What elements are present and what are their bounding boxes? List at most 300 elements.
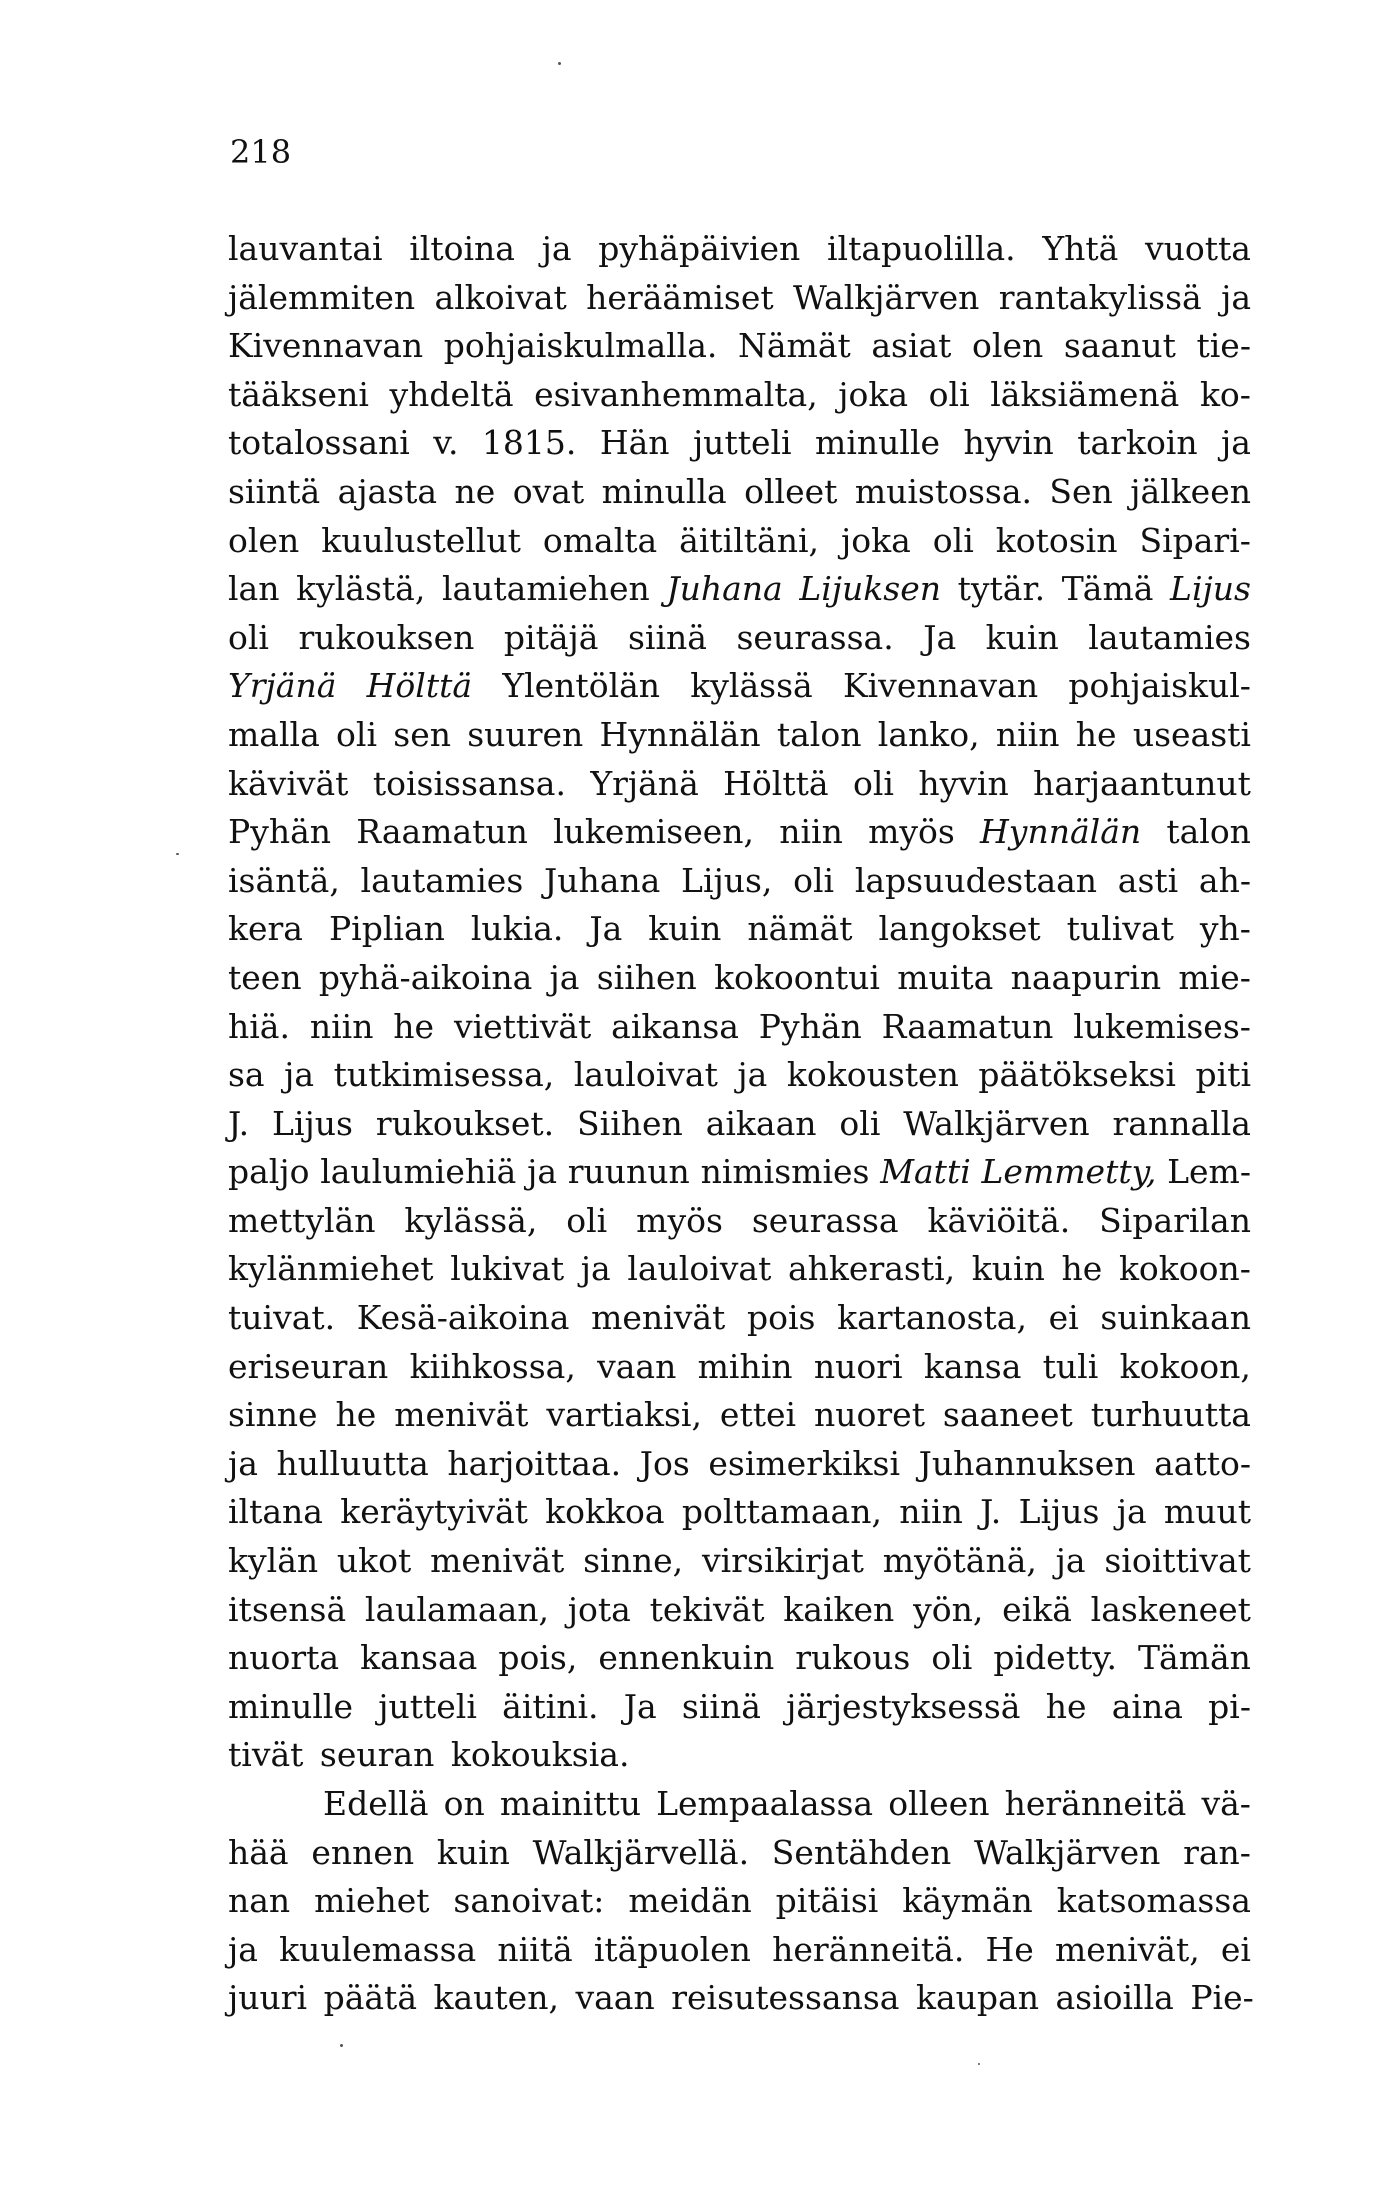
word: muita [897,957,994,997]
word: kuin [436,1832,510,1872]
word: ajasta [337,471,438,511]
word: rannalla [1112,1103,1251,1143]
text-line [228,1197,1251,1246]
italic-word: Yrjänä [228,666,337,706]
word: he [1045,1686,1087,1726]
text-line [228,711,1251,760]
word: mihin [697,1346,793,1386]
word: rukouksen [298,617,475,657]
word: tekivät [649,1589,765,1629]
word: pidetty. [993,1638,1117,1678]
word: iltoina [409,229,515,268]
word: olleen [888,1784,990,1823]
word: menivät [394,1395,529,1435]
word: paljo [228,1152,310,1192]
word: Walkjärven [974,1832,1161,1872]
text-line [228,1683,1251,1732]
word: kauten, [433,1978,559,2018]
italic-word: Hölttä [366,666,473,706]
word: viettivät [453,1006,592,1046]
word: ennenkuin [598,1638,775,1678]
word: ennen [311,1832,415,1872]
text-line [228,808,1251,857]
word: hyvin [963,423,1054,463]
word: vä- [1201,1784,1251,1823]
word: menivät, [1055,1929,1200,1969]
word: minulle [228,1686,353,1726]
word: Nämät [737,326,851,366]
word: niin [995,714,1060,754]
word: laulamaan, [364,1589,550,1629]
word: Pie- [1190,1978,1254,2018]
word: Sen [1049,471,1113,511]
word: ja [527,1152,558,1192]
word: suinkaan [1100,1298,1251,1338]
word: ja [1055,1541,1086,1581]
word: siinä [627,617,707,657]
word: aina [1111,1686,1183,1726]
word: iltana [228,1492,323,1532]
text-line [228,1731,1251,1780]
word: jota [567,1589,631,1629]
word: kokoon, [1119,1346,1251,1386]
text-line [228,1391,1251,1440]
word: Lijus [1018,1492,1100,1532]
word: nuoret [814,1395,925,1435]
word: joka [841,520,911,560]
word: sioittivat [1104,1541,1251,1581]
word: seurassa. [736,617,894,657]
word: tuivat. [228,1298,336,1338]
word: he [1061,1249,1103,1289]
word: iltapuolilla. [826,229,1016,268]
word: minulle [815,423,941,463]
word: kuulustellut [321,520,521,560]
word: jälemmiten [228,277,416,317]
word: kiihkossa, [409,1346,576,1386]
word: ko- [1199,374,1251,414]
text-line [228,1586,1251,1635]
word: oli [336,714,377,754]
word: olleet [744,471,838,511]
text-line [228,468,1251,517]
word: suuren [467,714,584,754]
text-line [228,419,1251,468]
word: katsomassa [1056,1881,1251,1921]
text-line [228,517,1251,566]
text-line [228,614,1251,663]
word: ja [541,229,572,268]
word: menivät [591,1298,726,1338]
word: Ja [923,617,957,657]
word: ukot [336,1541,412,1581]
word: lukemiseen, [553,812,755,852]
word: oli [931,1638,973,1678]
text-line [228,1974,1254,2023]
word: myös [636,1200,723,1240]
word: teen [228,957,302,997]
text-line [228,954,1251,1003]
text-line [228,1245,1251,1294]
word: Lijus, [681,860,773,900]
word: mettylän [228,1200,376,1240]
word: alkoivat [434,277,567,317]
word: virsikirjat [701,1541,864,1581]
word: asiat [871,326,952,366]
text-line [228,1294,1251,1343]
word: ne [454,471,496,511]
word: malla [228,714,320,754]
print-speck [340,2044,343,2047]
word: järjestyksessä [786,1686,1021,1726]
word: Edellä [323,1784,429,1823]
word: Walkjärvellä. [532,1832,750,1872]
text-line [228,1100,1251,1149]
italic-word: Lijus [1170,569,1251,609]
word: vaan [575,1978,655,2018]
word: tarkoin [1077,423,1198,463]
text-line [228,1926,1251,1975]
word: tie- [1196,326,1251,366]
text-line [228,1877,1251,1926]
word: niin [899,1492,963,1532]
word: muut [1163,1492,1251,1532]
word: olen [228,520,300,560]
word: jälkeen [1130,471,1251,511]
word: ja [580,1249,611,1289]
word: asioilla [1055,1978,1174,2018]
word: kokoontui [714,957,880,997]
word: eikä [1002,1589,1072,1629]
word: kera [228,909,303,949]
word: vartiaksi, [546,1395,702,1435]
word: hulluutta [276,1443,429,1483]
word: kaiken [783,1589,895,1629]
word: ja [1116,1492,1147,1532]
word: langokset [878,909,1041,949]
word: sa [228,1055,265,1095]
word: keräytyivät [340,1492,528,1532]
word: ran- [1183,1832,1251,1872]
text-line [228,662,1251,711]
text-line [228,1440,1251,1489]
word: sinne [228,1395,318,1435]
word: harjoittaa. [447,1443,622,1483]
word: kansa [923,1346,1022,1386]
word: Yhtä [1042,229,1119,268]
word: nämät [747,909,853,949]
word: isäntä, [228,860,340,900]
word: ei [1220,1929,1251,1969]
word: kuin [971,1249,1045,1289]
word: vaan [597,1346,677,1386]
word: piti [1195,1055,1251,1095]
word: toisissansa. [372,763,566,803]
word: kuin [648,909,722,949]
word: oli [793,860,835,900]
word: kylänmiehet [228,1249,434,1289]
word: he [335,1395,377,1435]
word: talon [1166,812,1251,852]
text-line [228,1051,1251,1100]
word: pohjaiskulmalla. [443,326,718,366]
word: Lijus [272,1103,353,1143]
word: useasti [1132,714,1251,754]
word: Jos [639,1443,690,1483]
word: oli [928,374,970,414]
word: polttamaan, [681,1492,882,1532]
word: Yrjänä [590,763,699,803]
word: ja [228,1929,258,1969]
word: lanko, [877,714,980,754]
word: tulivat [1066,909,1174,949]
word: jutteli [692,423,792,463]
word: he [393,1006,435,1046]
word: lautamies [1088,617,1251,657]
word: äitini. [502,1686,599,1726]
text-line [228,1829,1251,1878]
word: kuulemassa [279,1929,477,1969]
word: lauvantai [228,229,383,268]
word: J. [980,1492,1002,1532]
word: yh- [1199,909,1251,949]
word: Ylentölän [502,666,661,706]
print-speck [558,62,561,65]
word: pois, [498,1638,578,1678]
word: lukemises- [1073,1006,1251,1046]
word: aatto- [1154,1443,1251,1483]
text-line [228,1003,1251,1052]
text-line [228,225,1251,274]
word: niin [309,1006,374,1046]
word: sanoivat: [453,1881,605,1921]
word: tutkimisessa, [333,1055,555,1095]
word: itäpuolen [593,1929,751,1969]
print-speck [978,2063,980,2065]
word: minulla [601,471,727,511]
word: heränneitä. [772,1929,965,1969]
word: miehet [314,1881,430,1921]
word: tytär. [957,569,1046,609]
word: lautamiehen [441,569,650,609]
word: ja [737,1055,768,1095]
body-text [228,225,1254,2023]
word: Juhannuksen [918,1443,1136,1483]
word: nan [228,1881,291,1921]
word: pitäjä [503,617,599,657]
word: oli [839,1103,881,1143]
word: nimismies [700,1152,870,1192]
word: joka [838,374,909,414]
word: Siparilan [1099,1200,1251,1240]
word: Siihen [577,1103,683,1143]
text-line [228,1634,1251,1683]
word: nuorta [228,1638,340,1678]
word: kylässä [690,666,813,706]
word: pyhäpäivien [598,229,801,268]
word: 1815. [481,423,577,463]
word: ja [1221,423,1251,463]
word: pyhä-aikoina [318,957,533,997]
word: kotosin [995,520,1118,560]
word: mainittu [499,1784,641,1823]
word: tääkseni [228,374,369,414]
word: on [443,1784,485,1823]
word: kylän [228,1541,319,1581]
word: Piplian [328,909,445,949]
word: talon [776,714,862,754]
word: Hynnälän [599,714,761,754]
word: niitä [497,1929,573,1969]
word: Ja [589,909,623,949]
word: Tämä [1061,569,1154,609]
word: itsensä [228,1589,347,1629]
word: menivät [430,1541,565,1581]
word: pohjaiskul- [1068,666,1251,706]
word: Kesä-aikoina [356,1298,570,1338]
word: ja [284,1055,315,1095]
word: siinä [681,1686,761,1726]
word: rantakylissä [998,277,1202,317]
word: Sipari- [1139,520,1251,560]
print-speck [176,853,179,855]
word: he [1075,714,1117,754]
word: niin [779,812,843,852]
text-line [228,371,1251,420]
word: äitiltäni, [679,520,820,560]
word: siintä [228,471,321,511]
word: yön, [913,1589,984,1629]
word: nuori [813,1346,903,1386]
word: siihen [596,957,697,997]
word: Pyhän [758,1006,862,1046]
word: oli [932,520,974,560]
word: Lem- [1167,1152,1251,1192]
word: ah- [1198,860,1251,900]
word: lapsuudestaan [854,860,1098,900]
word: oli [566,1200,608,1240]
italic-word: Matti [880,1152,971,1192]
word: naapurin [1010,957,1162,997]
word: laulumiehiä [320,1152,517,1192]
word: heränneitä [1004,1784,1187,1823]
word: ja [549,957,580,997]
text-line [228,760,1251,809]
word: kuin [985,617,1059,657]
word: kokouksia. [450,1735,630,1775]
text-line [228,857,1251,906]
word: Hölttä [723,763,829,803]
word: jutteli [378,1686,477,1726]
word: esimerkiksi [708,1443,901,1483]
word: Pyhän [228,812,332,852]
word: Sentähden [771,1832,952,1872]
word: Ja [623,1686,657,1726]
word: saaneet [942,1395,1073,1435]
word: asti [1117,860,1179,900]
word: Walkjärven [903,1103,1090,1143]
word: turhuutta [1090,1395,1251,1435]
word: hää [228,1832,289,1872]
word: laskeneet [1090,1589,1251,1629]
word: käymän [902,1881,1033,1921]
word: saanut [1063,326,1176,366]
word: päätökseksi [978,1055,1176,1095]
word: pi- [1208,1686,1251,1726]
word: olen [972,326,1044,366]
word: esivanhemmalta, [534,374,818,414]
word: Lempaalassa [656,1784,874,1823]
word: juuri [228,1978,308,2018]
word: kokkoa [545,1492,665,1532]
word: lan [228,569,280,609]
word: tuli [1042,1346,1099,1386]
word: rukoukset. [375,1103,555,1143]
word: kartanosta, [837,1298,1027,1338]
word: lukia. [470,909,564,949]
word: kylästä, [296,569,426,609]
word: heräämiset [586,277,774,317]
word: pitäisi [775,1881,879,1921]
word: kansaa [360,1638,478,1678]
word: kokoon- [1118,1249,1251,1289]
word: aikaan [705,1103,817,1143]
word: tivät [228,1735,304,1775]
word: ei [1048,1298,1079,1338]
text-line [228,1780,1251,1829]
word: oli [852,763,894,803]
word: läksiämenä [990,374,1180,414]
text-line [228,1488,1251,1537]
word: hiä. [228,1006,290,1046]
word: myötänä, [882,1541,1037,1581]
word: eriseuran [228,1346,389,1386]
word: oli [228,617,269,657]
word: ja [228,1443,258,1483]
word: meidän [628,1881,752,1921]
word: ovat [512,471,585,511]
word: mie- [1178,957,1251,997]
word: Tämän [1137,1638,1251,1678]
text-line [228,565,1251,614]
word: seuran [319,1735,435,1775]
word: v. [433,423,459,463]
word: ahkerasti, [788,1249,956,1289]
text-line [228,1148,1251,1197]
word: reisutessansa [671,1978,900,2018]
word: yhdeltä [389,374,514,414]
word: He [985,1929,1034,1969]
italic-word: Lijuksen [799,569,942,609]
word: Raamatun [881,1006,1054,1046]
word: päätä [323,1978,417,2018]
word: hyvin [918,763,1009,803]
italic-word: Hynnälän [980,812,1142,852]
word: ettei [719,1395,797,1435]
page-number: 218 [230,133,292,171]
word: omalta [542,520,658,560]
word: Walkjärven [793,277,980,317]
italic-word: Lemmetty, [981,1152,1157,1192]
word: kylässä, [404,1200,538,1240]
word: rukous [795,1638,911,1678]
word: lauloivat [627,1249,772,1289]
word: kokousten [786,1055,959,1095]
text-line [228,274,1251,323]
word: lauloivat [573,1055,718,1095]
word: J. [228,1103,250,1143]
word: Hän [599,423,670,463]
